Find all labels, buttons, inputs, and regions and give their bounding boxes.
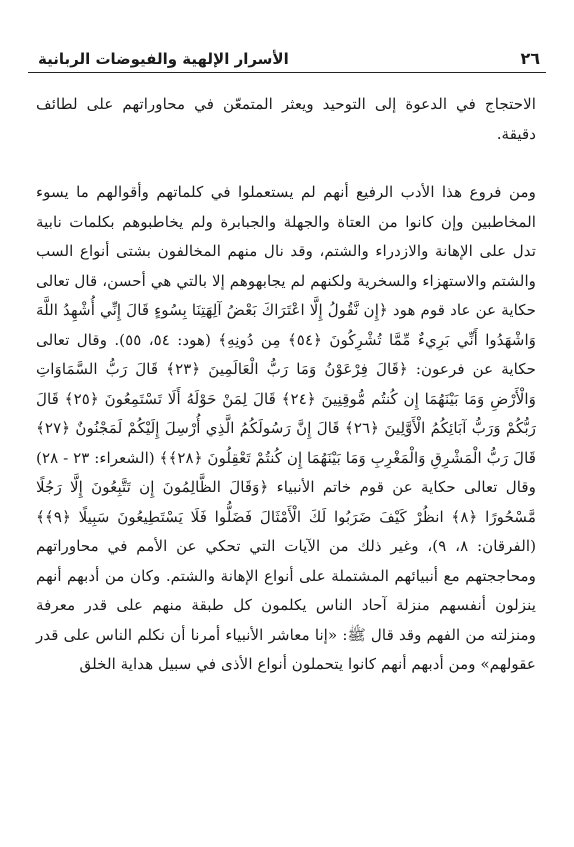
body-paragraph: الاحتجاج في الدعوة إلى التوحيد ويعثر المتمعّن في محاوراتهم على لطائف دقيقة. xyxy=(36,95,536,143)
body-paragraph: ومن فروع هذا الأدب الرفيع أنهم لم يستعملوا في كلماتهم وأقوالهم ما يسوء المخاطبين وإن كانوا من العتاة والجهلة والجبابرة ولم يخاطبوهم بكلمات نابية تدل على الإهانة والازدراء والشتم، وقد نال منهم المخالفون بشتى أنواع السب والشتم والاستهزاء والسخرية ولكنهم لم يجابهوهم إلا بالتي هي أحسن، قال تعالى حكاية عن عاد قوم هود ﴿إِن نَّقُولُ إِلَّا اعْتَرَاكَ بَعْضُ آلِهَتِنَا بِسُوءٍ قَالَ إِنِّي أُشْهِدُ اللَّهَ وَاشْهَدُوا أَنِّي بَرِيءٌ مِّمَّا تُشْرِكُونَ ﴿٥٤﴾ مِن دُونِهِ﴾ (هود: ٥٤، ٥٥). وقال تعالى حكاية عن فرعون: ﴿قَالَ فِرْعَوْنُ وَمَا رَبُّ الْعَالَمِينَ ﴿٢٣﴾ قَالَ رَبُّ السَّمَاوَاتِ وَالْأَرْضِ وَمَا بَيْنَهُمَا إِن كُنتُم مُّوقِنِينَ ﴿٢٤﴾ قَالَ لِمَنْ حَوْلَهُ أَلَا تَسْتَمِعُونَ ﴿٢٥﴾ قَالَ رَبُّكُمْ وَرَبُّ آبَائِكُمُ الْأَوَّلِينَ ﴿٢٦﴾ قَالَ إِنَّ رَسُولَكُمُ الَّذِي أُرْسِلَ إِلَيْكُمْ لَمَجْنُونٌ ﴿٢٧﴾ قَالَ رَبُّ الْمَشْرِقِ وَالْمَغْرِبِ وَمَا بَيْنَهُمَا إِن كُنتُمْ تَعْقِلُونَ ﴿٢٨﴾﴾ (الشعراء: ٢٣ - ٢٨) وقال تعالى حكاية عن قوم خاتم الأنبياء ﴿وَقَالَ الظَّالِمُونَ إِن تَتَّبِعُونَ إِلَّا رَجُلًا مَّسْحُورًا ﴿٨﴾ انظُرْ كَيْفَ ضَرَبُوا لَكَ الْأَمْثَالَ فَضَلُّوا فَلَا يَسْتَطِيعُونَ سَبِيلًا ﴿٩﴾﴾ (الفرقان: ٨، ٩)، وغير ذلك من الآيات التي تحكي عن الأمم في محاوراتهم ومحاججتهم مع أنبيائهم المشتملة على أنواع الإهانة والشتم. وكان من أدبهم أنهم ينزلون أنفسهم منزلة آحاد الناس يكلمون كل طبقة منهم على قدر معرفة ومنزلته من الفهم وقد قال ﷺ: «إنا معاشر الأنبياء أمرنا أن نكلم الناس على قدر عقولهم» ومن أدبهم أنهم كانوا يتحملون أنواع الأذى في سبيل هداية الخلق xyxy=(36,183,537,673)
page-body xyxy=(36,90,536,680)
page-number: ٢٦ xyxy=(520,49,540,68)
running-title: الأسرار الإلهية والفيوضات الربانية xyxy=(38,50,289,68)
running-header xyxy=(28,48,546,73)
paragraph-gap xyxy=(36,149,536,178)
